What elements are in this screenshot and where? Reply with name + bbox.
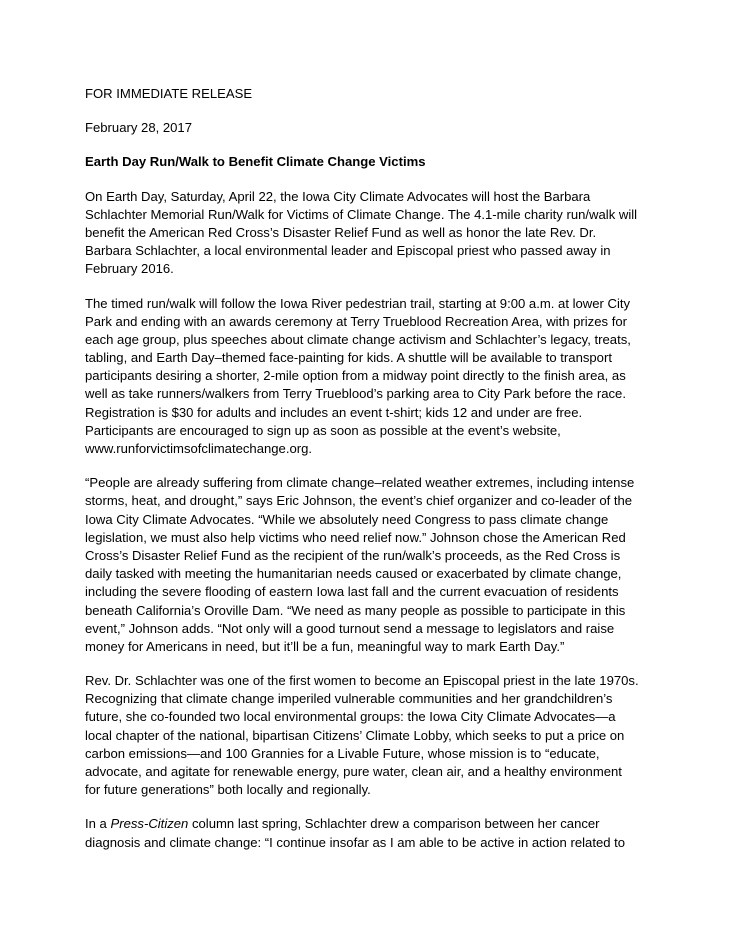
paragraph-line: well as take runners/walkers from Terry Trueblood’s parking area to City Park before the race. [85, 386, 626, 402]
paragraph-1 [85, 188, 655, 279]
paragraph-line: Park and ending with an awards ceremony at Terry Trueblood Recreation Area, with prizes for [85, 313, 627, 329]
paragraph-line: including the severe flooding of eastern Iowa last fall and the current evacuation of residents [85, 584, 619, 600]
paragraph-line: benefit the American Red Cross’s Disaster Relief Fund as well as honor the late Rev. Dr. [85, 224, 597, 240]
paragraph-line: future, she co-founded two local environmental groups: the Iowa City Climate Advocates—a [85, 709, 616, 725]
release-date: February 28, 2017 [85, 120, 193, 136]
paragraph-line: legislation, we must also help victims who need relief now.” Johnson chose the American Red [85, 529, 626, 545]
paragraph-line: Cross’s Disaster Relief Fund as the recipient of the run/walk’s proceeds, as the Red Cross is [85, 547, 621, 563]
paragraph-line: carbon emissions—and 100 Grannies for a Livable Future, whose mission is to “educate, [85, 745, 600, 761]
headline: Earth Day Run/Walk to Benefit Climate Change Victims [85, 154, 426, 170]
paragraph-3 [85, 474, 655, 656]
paragraph-line: tabling, and Earth Day–themed face-painting for kids. A shuttle will be available to transport [85, 350, 612, 366]
paragraph-line: Rev. Dr. Schlachter was one of the first women to become an Episcopal priest in the late 1970s. [85, 673, 639, 689]
paragraph-line: advocate, and agitate for renewable energy, pure water, clean air, and a healthy environment [85, 764, 622, 779]
paragraph-line: daily tasked with meeting the humanitarian needs caused or exacerbated by climate change, [85, 566, 622, 582]
line-suffix: column last spring, Schlachter drew a comparison between her cancer [188, 816, 600, 832]
paragraph-5 [85, 815, 655, 851]
paragraph-line [85, 815, 655, 833]
paragraph-line: local chapter of the national, bipartisan Citizens’ Climate Lobby, which seeks to put a price on [85, 727, 625, 743]
paragraph-4 [85, 672, 655, 799]
paragraph-line: Recognizing that climate change imperiled vulnerable communities and her grandchildren’s [85, 691, 613, 707]
headline-block [85, 153, 655, 171]
paragraph-line: Registration is $30 for adults and includes an event t-shirt; kids 12 and under are free. [85, 404, 583, 420]
paragraph-line: each age group, plus speeches about climate change activism and Schlachter’s legacy, treats, [85, 331, 631, 347]
paragraph-line: Participants are encouraged to sign up as soon as possible at the event’s website, [85, 422, 561, 438]
paragraph-line: Iowa City Climate Advocates. “While we absolutely need Congress to pass climate change [85, 511, 609, 527]
date-block [85, 119, 655, 137]
paragraph-line: On Earth Day, Saturday, April 22, the Iowa City Climate Advocates will host the Barbara [85, 188, 591, 204]
paragraph-line: participants desiring a shorter, 2-mile option from a midway point directly to the finish area, as [85, 368, 626, 384]
paragraph-2 [85, 295, 655, 459]
paragraph-line: “People are already suffering from climate change–related weather extremes, including intense [85, 475, 635, 491]
release-label: FOR IMMEDIATE RELEASE [85, 86, 253, 101]
paragraph-line: Barbara Schlachter, a local environmental leader and Episcopal priest who passed away in [85, 243, 611, 259]
publication-name: Press-Citizen [110, 816, 189, 832]
line-prefix: In a [85, 816, 111, 832]
release-notice [85, 85, 655, 103]
paragraph-line: beneath California’s Oroville Dam. “We need as many people as possible to participate in this [85, 602, 626, 618]
event-website-text: www.runforvictimsofclimatechange.org. [85, 441, 313, 456]
paragraph-line: storms, heat, and drought,” says Eric Johnson, the event’s chief organizer and co-leader of the [85, 493, 633, 509]
paragraph-line: Schlachter Memorial Run/Walk for Victims of Climate Change. The 4.1-mile charity run/walk will [85, 206, 638, 222]
paragraph-line: money for Americans in need, but it’ll be a fun, meaningful way to mark Earth Day.” [85, 638, 565, 654]
paragraph-line: February 2016. [85, 261, 174, 277]
paragraph-line: for future generations” both locally and regionally. [85, 782, 371, 798]
paragraph-line: The timed run/walk will follow the Iowa River pedestrian trail, starting at 9:00 a.m. at lower City [85, 295, 631, 311]
document-body [85, 85, 655, 868]
paragraph-line: event,” Johnson adds. “Not only will a good turnout send a message to legislators and raise [85, 620, 615, 636]
paragraph-line: diagnosis and climate change: “I continue insofar as I am able to be active in action related to [85, 834, 626, 850]
